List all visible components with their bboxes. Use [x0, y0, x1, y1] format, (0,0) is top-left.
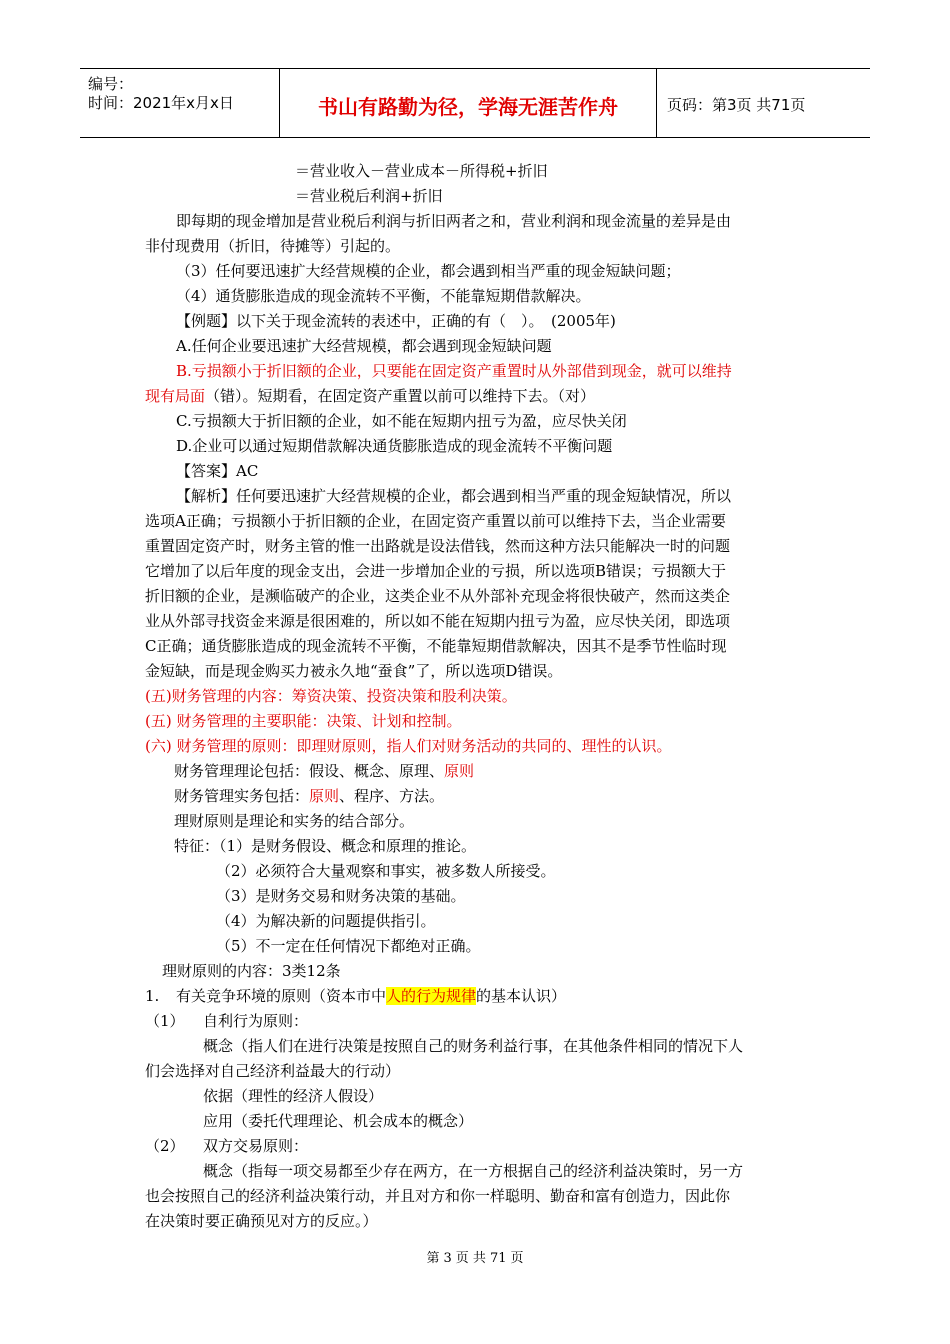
option-d: D.企业可以通过短期借款解决通货膨胀造成的现金流转不平衡问题: [176, 437, 613, 455]
sub-item-1-num: （1）: [145, 1012, 185, 1030]
practice-principle-red: 原则: [309, 787, 340, 805]
theory-text: 财务管理理论包括：假设、概念、原理、: [174, 762, 445, 780]
formula-line-1: ＝营业收入－营业成本－所得税+折旧: [295, 162, 548, 180]
feature-line: （2）必须符合大量观察和事实，被多数人所接受。: [216, 862, 556, 880]
option-c: C.亏损额大于折旧额的企业，如不能在短期内扭亏为盈，应尽快关闭: [176, 412, 627, 430]
practice-text: 财务管理实务包括：: [174, 787, 310, 805]
option-b-note: （错）。短期看，在固定资产重置以前可以维持下去。（对）: [205, 387, 596, 405]
practice-text-tail: 、程序、方法。: [339, 787, 445, 805]
practice-line: [174, 786, 444, 806]
feature-line: 特征：（1）是财务假设、概念和原理的推论。: [174, 837, 477, 855]
answer-line: 【答案】AC: [176, 462, 259, 480]
paragraph-line: 概念（指每一项交易都至少存在两方，在一方根据自己的经济利益决策时，另一方: [203, 1162, 744, 1180]
formula-line-2: ＝营业税后利润+折旧: [295, 187, 443, 205]
header-page-cell: [657, 69, 870, 137]
footer-suffix: 页: [510, 1251, 524, 1266]
sub-item-2-num: （2）: [145, 1137, 185, 1155]
list-item-4: （4）通货膨胀造成的现金流转不平衡，不能靠短期借款解决。: [176, 287, 591, 305]
sub-item-1-title: 自利行为原则：: [203, 1012, 309, 1030]
paragraph-line: 理财原则的内容：3类12条: [162, 962, 341, 980]
feature-line: （3）是财务交易和财务决策的基础。: [216, 887, 466, 905]
highlighted-phrase: 人的行为规律: [386, 987, 477, 1005]
numbered-heading-1: [176, 986, 566, 1006]
analysis-line: 折旧额的企业，是濒临破产的企业，这类企业不从外部补充现金将很快破产，然而这类企: [145, 587, 731, 605]
feature-line: （5）不一定在任何情况下都绝对正确。: [216, 937, 481, 955]
header-info-cell: [80, 69, 280, 137]
theory-line: [174, 761, 474, 781]
header-motto-cell: [280, 69, 657, 137]
footer-page-number: 3: [443, 1251, 452, 1266]
section-heading-content: (五)财务管理的内容：筹资决策、投资决策和股利决策。: [145, 687, 517, 705]
paragraph-line: 也会按照自己的经济利益决策行动，并且对方和你一样聪明、勤奋和富有创造力，因此你: [145, 1187, 731, 1205]
feature-line: （4）为解决新的问题提供指引。: [216, 912, 436, 930]
header-page-info: 页码：第3页 共71页: [667, 96, 806, 114]
theory-principle-red: 原则: [444, 762, 475, 780]
sub-item-2-title: 双方交易原则：: [203, 1137, 309, 1155]
paragraph-line: 概念（指人们在进行决策是按照自己的财务利益行事，在其他条件相同的情况下人: [203, 1037, 744, 1055]
option-a: A.任何企业要迅速扩大经营规模，都会遇到现金短缺问题: [176, 337, 552, 355]
analysis-line: C正确；通货膨胀造成的现金流转不平衡，不能靠短期借款解决，因其不是季节性临时现: [145, 637, 727, 655]
page-footer: [0, 1247, 950, 1266]
analysis-line: 重置固定资产时，财务主管的惟一出路就是设法借钱，然而这种方法只能解决一时的问题: [145, 537, 731, 555]
paragraph-line: 理财原则是理论和实务的结合部分。: [174, 812, 415, 830]
option-b: B.亏损额小于折旧额的企业，只要能在固定资产重置时从外部借到现金，就可以维持: [176, 362, 732, 380]
footer-mid: 页 共: [455, 1251, 486, 1266]
paragraph-line: 依据（理性的经济人假设）: [203, 1087, 384, 1105]
document-date-label: 时间：2021年x月x日: [88, 94, 234, 112]
section-heading-functions: (五) 财务管理的主要职能：决策、计划和控制。: [145, 712, 462, 730]
option-b-continued: [145, 386, 595, 406]
analysis-line: 业从外部寻找资金来源是很困难的，所以如不能在短期内扭亏为盈，应尽快关闭，即选项: [145, 612, 731, 630]
paragraph-line: 在决策时要正确预见对方的反应。）: [145, 1212, 378, 1230]
list-item-3: （3）任何要迅速扩大经营规模的企业，都会遇到相当严重的现金短缺问题；: [176, 262, 681, 280]
section-heading-principles: (六) 财务管理的原则：即理财原则，指人们对财务活动的共同的、理性的认识。: [145, 737, 672, 755]
footer-prefix: 第: [426, 1251, 440, 1266]
paragraph-line: 即每期的现金增加是营业税后利润与折旧两者之和，营业利润和现金流量的差异是由: [176, 212, 732, 230]
paragraph-line: 应用（委托代理理论、机会成本的概念）: [203, 1112, 474, 1130]
analysis-line: 它增加了以后年度的现金支出，会进一步增加企业的亏损，所以选项B错误；亏损额大于: [145, 562, 727, 580]
paragraph-line: 非付现费用（折旧，待摊等）引起的。: [145, 237, 401, 255]
analysis-line: 金短缺，而是现金购买力被永久地“蚕食”了，所以选项D错误。: [145, 662, 563, 680]
example-title: 【例题】以下关于现金流转的表述中，正确的有（ ）。 (2005年): [176, 312, 616, 330]
option-b-red-tail: 现有局面: [145, 387, 206, 405]
paragraph-line: 们会选择对自己经济利益最大的行动）: [145, 1062, 401, 1080]
document-number-label: 编号：: [88, 75, 134, 93]
footer-page-total: 71: [489, 1251, 507, 1266]
analysis-line: 【解析】任何要迅速扩大经营规模的企业，都会遇到相当严重的现金短缺情况，所以: [176, 487, 732, 505]
analysis-line: 选项A正确；亏损额小于折旧额的企业，在固定资产重置以前可以维持下去，当企业需要: [145, 512, 726, 530]
numbered-heading-1-num: 1.: [145, 987, 160, 1005]
page-header: [80, 68, 870, 138]
header-motto: 书山有路勤为径，学海无涯苦作舟: [318, 95, 618, 119]
heading-text-tail: 的基本认识）: [476, 987, 567, 1005]
heading-text: 有关竞争环境的原则（资本市中: [176, 987, 387, 1005]
